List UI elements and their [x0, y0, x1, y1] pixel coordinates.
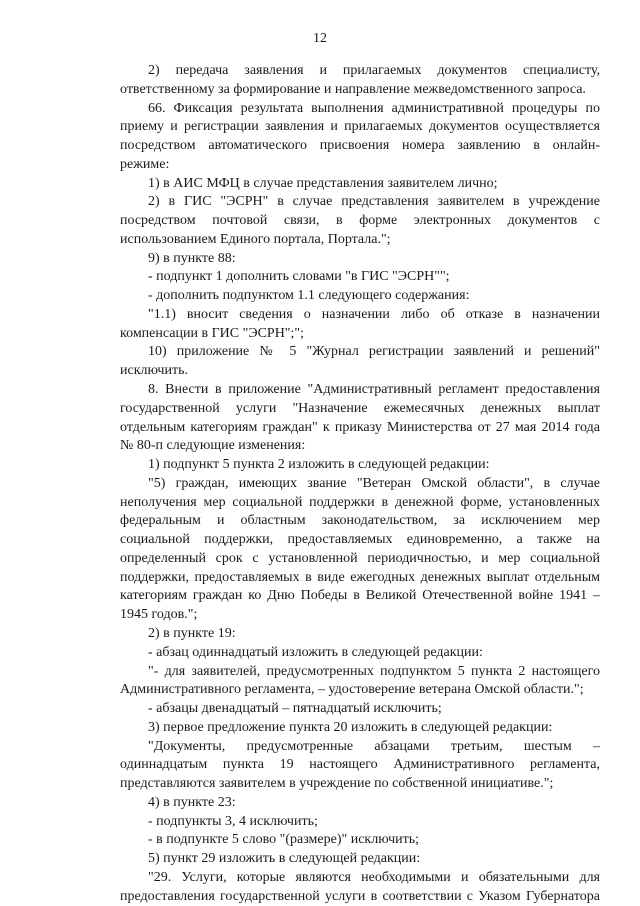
text-line: посредством автоматического присвоения номера заявлению в онлайн- [120, 138, 600, 154]
text-line: определенный срок с установленной периодичностью, и мер социальной [120, 550, 600, 566]
text-line: - подпункт 1 дополнить словами "в ГИС "ЭСРН""; [148, 269, 450, 285]
text-line: ответственному за формирование и направление межведомственного запроса. [120, 81, 586, 97]
text-line: представляются заявителем в учреждение по собственной инициативе."; [120, 776, 554, 792]
text-line: поддержки, предоставляемых в виде ежегодных денежных выплат отдельным [120, 569, 600, 585]
text-line: - в подпункте 5 слово "(размере)" исключить; [148, 832, 420, 848]
text-line: - подпункты 3, 4 исключить; [148, 813, 318, 829]
text-line: посредством почтовой связи, в форме электронных документов с [120, 213, 600, 229]
text-line: 3) первое предложение пункта 20 изложить в следующей редакции: [148, 719, 553, 735]
text-line: неполучения мер социальной поддержки в денежной форме, установленных [120, 494, 600, 510]
text-line: 2) в ГИС "ЭСРН" в случае представления заявителем в учреждение [148, 194, 600, 210]
text-line: использованием Единого портала, Портала."; [120, 231, 391, 247]
text-line: "Документы, предусмотренные абзацами третьим, шестым – [148, 738, 600, 754]
text-line: приему и регистрации заявления и прилагаемых документов осуществляется [120, 119, 600, 135]
text-line: 9) в пункте 88: [148, 250, 236, 266]
text-line: 2) в пункте 19: [148, 625, 236, 641]
text-line: предоставления государственной услуги в соответствии с Указом Губернатора [120, 888, 600, 904]
text-line: 2) передача заявления и прилагаемых документов специалисту, [148, 63, 600, 78]
text-line: социальной поддержки, предоставляемых единовременно, а также на [120, 532, 600, 548]
text-line: "5) граждан, имеющих звание "Ветеран Омской области", в случае [148, 475, 600, 491]
text-line: № 80-п следующие изменения: [120, 438, 306, 454]
text-line: компенсации в ГИС "ЭСРН";"; [120, 325, 305, 341]
text-line: федеральным и областным законодательством, за исключением мер [120, 513, 600, 529]
document-body [120, 62, 600, 906]
text-line: - дополнить подпунктом 1.1 следующего содержания: [148, 288, 470, 304]
text-line: Административного регламента, – удостоверение ветерана Омской области."; [120, 682, 584, 698]
text-line: государственной услуги "Назначение ежемесячных денежных выплат [120, 400, 600, 416]
text-line: "29. Услуги, которые являются необходимыми и обязательными для [148, 869, 600, 885]
text-line: 8. Внести в приложение "Административный регламент предоставления [148, 382, 600, 398]
text-line: 10) приложение № 5 "Журнал регистрации заявлений и решений" [148, 344, 600, 360]
text-line: 66. Фиксация результата выполнения административной процедуры по [148, 100, 600, 116]
text-line: 1) в АИС МФЦ в случае представления заявителем лично; [148, 175, 498, 191]
text-line: 4) в пункте 23: [148, 794, 236, 810]
text-line: - абзац одиннадцатый изложить в следующей редакции: [148, 644, 483, 660]
text-line: "1.1) вносит сведения о назначении либо об отказе в назначении [148, 306, 600, 322]
text-line: 1945 годов."; [120, 607, 198, 623]
text-line: "- для заявителей, предусмотренных подпунктом 5 пункта 2 настоящего [148, 663, 600, 679]
text-line: режиме: [120, 156, 170, 172]
text-line: одиннадцатым пункта 19 настоящего Административного регламента, [120, 757, 600, 773]
text-line: - абзацы двенадцатый – пятнадцатый исключить; [148, 701, 442, 717]
page-number: 12 [313, 31, 327, 46]
text-line: исключить. [120, 363, 188, 379]
text-line: отдельным категориям граждан" к приказу Министерства от 27 мая 2014 года [120, 419, 600, 435]
text-line: 5) пункт 29 изложить в следующей редакции: [148, 851, 421, 867]
text-line: категориям граждан ко Дню Победы в Великой Отечественной войне 1941 – [120, 588, 600, 604]
text-line: 1) подпункт 5 пункта 2 изложить в следующей редакции: [148, 457, 490, 473]
